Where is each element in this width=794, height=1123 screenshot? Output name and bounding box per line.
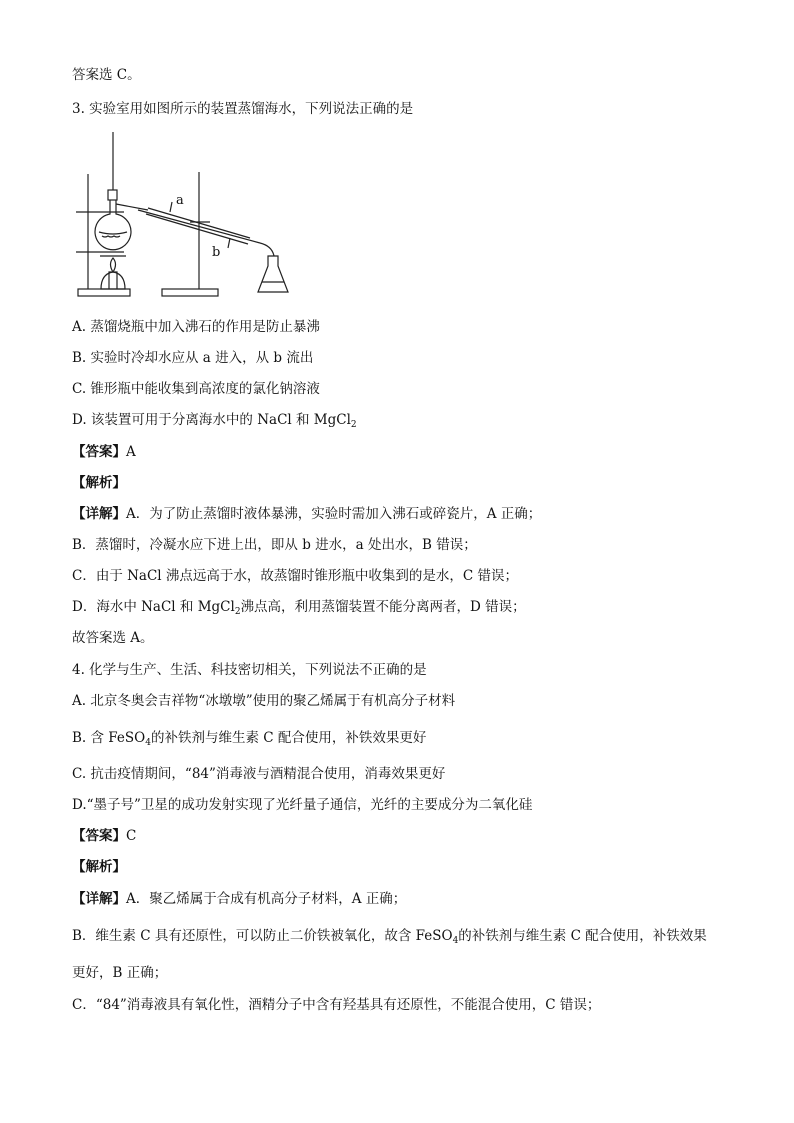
q4-option-b: B. 含 FeSO$_4$的补铁剂与维生素 C 配合使用，补铁效果更好 bbox=[72, 730, 427, 748]
q4-option-a: A. 北京冬奥会吉祥物“冰墩墩”使用的聚乙烯属于有机高分子材料 bbox=[72, 693, 456, 709]
q4-option-c: C. 抗击疫情期间，“84”消毒液与酒精混合使用，消毒效果更好 bbox=[72, 766, 446, 782]
left-stand-base bbox=[78, 289, 130, 296]
label-a: a bbox=[176, 193, 184, 208]
q3-analysis-heading: 【解析】 bbox=[72, 475, 126, 491]
distillation-apparatus-figure bbox=[72, 132, 312, 302]
q3-option-b: B. 实验时冷却水应从 a 进入，从 b 流出 bbox=[72, 350, 314, 366]
flask-side-arm bbox=[116, 204, 148, 210]
q3-detail-a: 【详解】A．为了防止蒸馏时液体暴沸，实验时需加入沸石或碎瓷片，A 正确； bbox=[72, 506, 542, 522]
q4-option-d: D.“墨子号”卫星的成功发射实现了光纤量子通信，光纤的主要成分为二氧化硅 bbox=[72, 797, 533, 813]
q4-detail-b: B．维生素 C 具有还原性，可以防止二价铁被氧化，故含 FeSO$_4$的补铁剂与维生素 C 配合使用，补铁效果 bbox=[72, 928, 707, 946]
q3-detail-d: D．海水中 NaCl 和 MgCl$_2$沸点高，利用蒸馏装置不能分离两者，D 错误； bbox=[72, 599, 526, 617]
q3-option-d: D. 该装置可用于分离海水中的 NaCl 和 MgCl$_2$ bbox=[72, 412, 357, 430]
alcohol-lamp bbox=[101, 272, 125, 289]
q3-conclusion: 故答案选 A。 bbox=[72, 630, 154, 646]
alcohol-lamp-neck bbox=[109, 272, 117, 289]
q3-answer: 【答案】A bbox=[72, 444, 136, 460]
question-3-stem: 3. 实验室用如图所示的装置蒸馏海水，下列说法正确的是 bbox=[72, 101, 414, 117]
q4-answer: 【答案】C bbox=[72, 828, 137, 844]
water-port-a bbox=[170, 202, 172, 212]
conical-flask bbox=[258, 256, 288, 292]
condenser-outer-bottom bbox=[146, 214, 248, 244]
q3-detail-c: C．由于 NaCl 沸点远高于水，故蒸馏时锥形瓶中收集到的是水，C 错误； bbox=[72, 568, 519, 584]
q4-detail-b-continued: 更好，B 正确； bbox=[72, 965, 168, 981]
q3-option-c: C. 锥形瓶中能收集到高浓度的氯化钠溶液 bbox=[72, 381, 320, 397]
label-b: b bbox=[212, 245, 221, 260]
flask-liquid bbox=[99, 232, 127, 234]
q3-option-a: A. 蒸馏烧瓶中加入沸石的作用是防止暴沸 bbox=[72, 319, 320, 335]
flask-stopper bbox=[108, 190, 117, 200]
q4-analysis-heading: 【解析】 bbox=[72, 859, 126, 875]
previous-answer-line: 答案选 C。 bbox=[72, 67, 141, 83]
question-4-stem: 4. 化学与生产、生活、科技密切相关，下列说法不正确的是 bbox=[72, 662, 427, 678]
q4-detail-a: 【详解】A．聚乙烯属于合成有机高分子材料，A 正确； bbox=[72, 891, 407, 907]
flame bbox=[111, 258, 116, 272]
distillation-flask bbox=[95, 200, 131, 250]
water-port-b bbox=[228, 238, 230, 248]
q4-detail-c: C．“84”消毒液具有氧化性，酒精分子中含有羟基具有还原性，不能混合使用，C 错误； bbox=[72, 997, 601, 1013]
q3-detail-b: B．蒸馏时，冷凝水应下进上出，即从 b 进水，a 处出水，B 错误； bbox=[72, 537, 477, 553]
adapter bbox=[260, 243, 274, 256]
boiling-chips bbox=[102, 236, 120, 237]
right-stand-base bbox=[162, 289, 218, 296]
